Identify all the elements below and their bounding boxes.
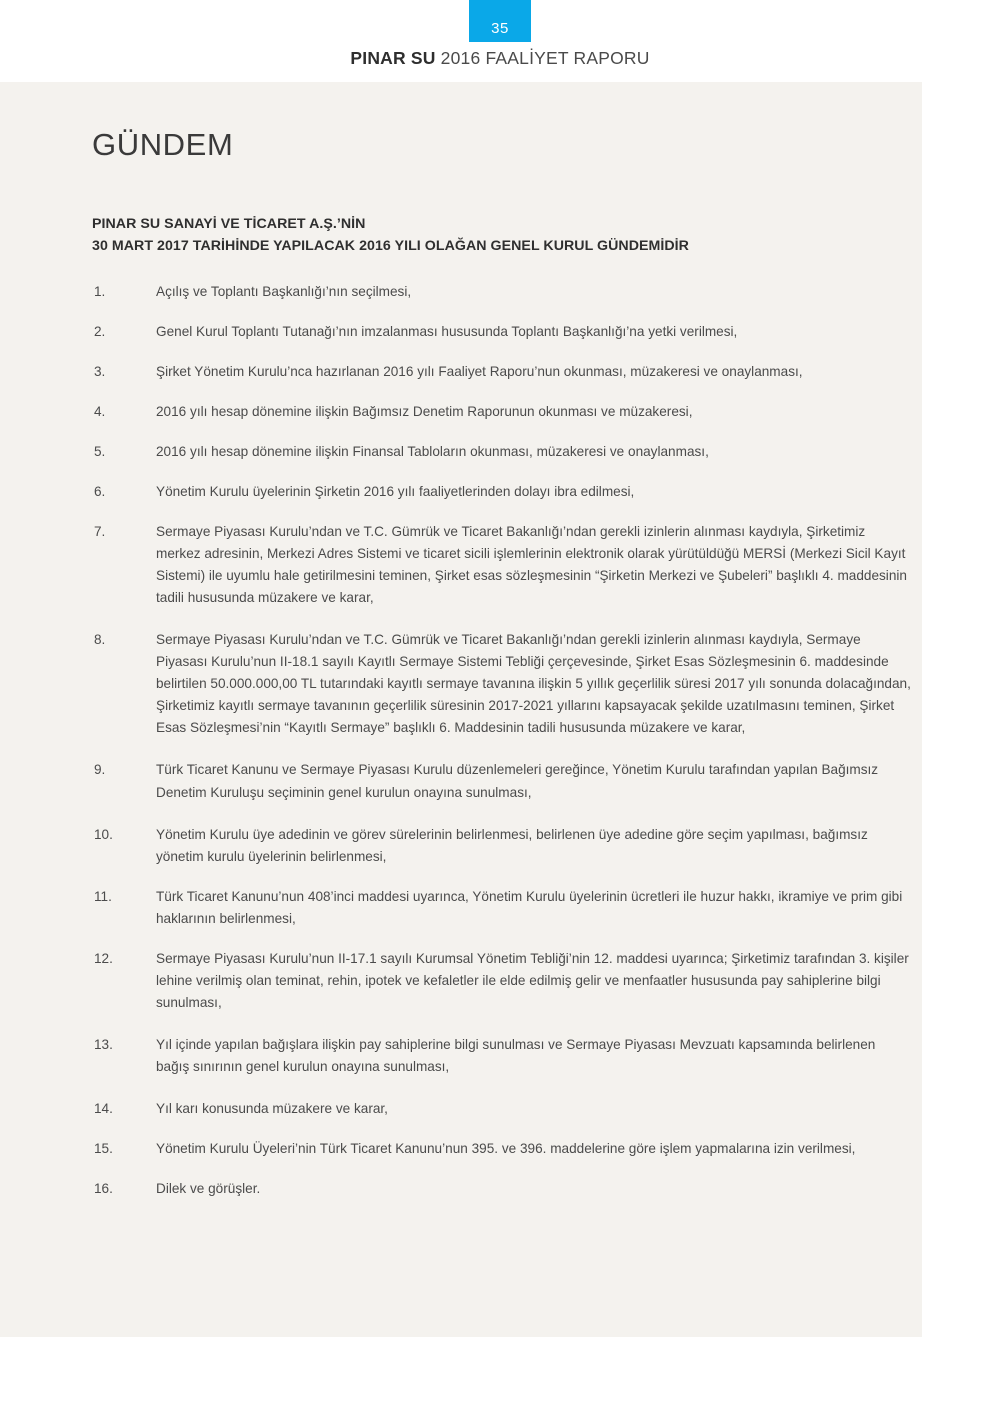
agenda-item bbox=[92, 361, 912, 383]
agenda-item bbox=[92, 1034, 912, 1078]
agenda-item bbox=[92, 1138, 912, 1160]
agenda-item-number: 5. bbox=[94, 444, 106, 460]
agenda-item bbox=[92, 629, 912, 739]
agenda-item-number: 12. bbox=[94, 950, 113, 966]
agenda-item-number: 7. bbox=[94, 524, 106, 540]
agenda-item-text: 2016 yılı hesap dönemine ilişkin Bağımsız Denetim Raporunun okunması ve müzakeresi, bbox=[156, 404, 693, 420]
agenda-item bbox=[92, 948, 912, 1014]
agenda-item-number: 8. bbox=[94, 632, 106, 648]
agenda-item-text: Sermaye Piyasası Kurulu’ndan ve T.C. Gümrük ve Ticaret Bakanlığı’ndan gerekli izinlerin alınması kaydıyla, Şirketimiz merkez adresinin, Merkezi Adres Sistemi ve ticaret sicili işlemlerinin elektronik olarak yürütüldüğü MERSİ (Merkezi Sicil Kayıt Sistemi) ile uyumlu hale getirilmesini teminen, Şirket esas sözleşmesinin “Şirketin Merkezi ve Şubeleri” başlıklı 4. maddesinin tadili hususunda müzakere ve karar, bbox=[156, 524, 907, 606]
agenda-subtitle-line-1: PINAR SU SANAYİ VE TİCARET A.Ş.’NİN bbox=[92, 216, 366, 233]
agenda-item-text: Sermaye Piyasası Kurulu’ndan ve T.C. Gümrük ve Ticaret Bakanlığı’ndan gerekli izinlerin alınması kaydıyla, Sermaye Piyasası Kurulu’nun II-18.1 sayılı Kayıtlı Sermaye Sistemi Tebliği çerçevesinde, Şirket Esas Sözleşmesinin 6. maddesinde belirtilen 50.000.000,00 TL tutarındaki kayıtlı sermaye tavanına ilişkin 5 yıllık geçerlilik süresi 2017 yılı sonunda dolacağından, Şirketimiz kayıtlı sermaye tavanının geçerlilik süresinin 2017-2021 yıllarını kapsayacak şekilde uzatılmasını teminen, Şirket Esas Sözleşmesi’nin “Kayıtlı Sermaye” başlıklı 6. Maddesinin tadili hususunda müzakere ve karar, bbox=[156, 632, 911, 736]
agenda-item-number: 6. bbox=[94, 484, 106, 500]
agenda-item-number: 13. bbox=[94, 1036, 113, 1052]
page-number-badge: 35 bbox=[469, 0, 531, 42]
agenda-item-text: Yıl içinde yapılan bağışlara ilişkin pay sahiplerine bilgi sunulması ve Sermaye Piyasası Mevzuatı kapsamında belirlenen bağış sınırının genel kurulun onayına sunulması, bbox=[156, 1036, 876, 1074]
agenda-item-number: 16. bbox=[94, 1180, 113, 1196]
agenda-item-text: Türk Ticaret Kanunu ve Sermaye Piyasası Kurulu düzenlemeleri gereğince, Yönetim Kurulu tarafından yapılan Bağımsız Denetim Kuruluşu seçiminin genel kurulun onayına sunulması, bbox=[156, 762, 879, 800]
agenda-item bbox=[92, 441, 912, 463]
agenda-item-number: 9. bbox=[94, 762, 106, 778]
agenda-item-text: Yönetim Kurulu üye adedinin ve görev sürelerinin belirlenmesi, belirlenen üye adedine göre seçim yapılması, bağımsız yönetim kurulu üyelerinin belirlenmesi, bbox=[156, 826, 868, 864]
running-header bbox=[0, 48, 1000, 69]
agenda-item-number: 14. bbox=[94, 1100, 113, 1116]
agenda-item-text: Yönetim Kurulu Üyeleri’nin Türk Ticaret Kanunu’nun 395. ve 396. maddelerine göre işlem yapmalarına izin verilmesi, bbox=[156, 1140, 856, 1156]
agenda-item-number: 15. bbox=[94, 1140, 113, 1156]
agenda-item-number: 2. bbox=[94, 324, 106, 340]
agenda-item-number: 10. bbox=[94, 826, 113, 842]
agenda-item-text: Açılış ve Toplantı Başkanlığı’nın seçilmesi, bbox=[156, 284, 412, 300]
page-title: GÜNDEM bbox=[92, 127, 234, 162]
agenda-subtitle bbox=[92, 214, 912, 257]
document-content bbox=[92, 128, 912, 1218]
agenda-item-text: Yönetim Kurulu üyelerinin Şirketin 2016 yılı faaliyetlerinden dolayı ibra edilmesi, bbox=[156, 484, 635, 500]
agenda-item-text: Şirket Yönetim Kurulu’nca hazırlanan 2016 yılı Faaliyet Raporu’nun okunması, müzakeresi ve onaylanması, bbox=[156, 364, 803, 380]
agenda-item bbox=[92, 824, 912, 868]
agenda-item-text: Dilek ve görüşler. bbox=[156, 1180, 261, 1196]
agenda-item-text: Türk Ticaret Kanunu’nun 408’inci maddesi uyarınca, Yönetim Kurulu üyelerinin ücretleri ile huzur hakkı, ikramiye ve prim gibi haklarının belirlenmesi, bbox=[156, 888, 903, 926]
agenda-item-number: 3. bbox=[94, 364, 106, 380]
agenda-list bbox=[92, 281, 912, 1199]
agenda-item-number: 1. bbox=[94, 284, 106, 300]
agenda-item-number: 4. bbox=[94, 404, 106, 420]
agenda-item bbox=[92, 481, 912, 503]
agenda-item-text: Sermaye Piyasası Kurulu’nun II-17.1 sayılı Kurumsal Yönetim Tebliği’nin 12. maddesi uyarınca; Şirketimiz tarafından 3. kişiler lehine verilmiş olan teminat, rehin, ipotek ve kefaletler ile elde edilmiş gelir ve menfaatler hususunda pay sahiplerine bilgi sunulması, bbox=[156, 950, 909, 1010]
agenda-item-text: Yıl karı konusunda müzakere ve karar, bbox=[156, 1100, 388, 1116]
agenda-subtitle-line-2: 30 MART 2017 TARİHİNDE YAPILACAK 2016 YILI OLAĞAN GENEL KURUL GÜNDEMİDİR bbox=[92, 237, 689, 254]
agenda-item bbox=[92, 321, 912, 343]
agenda-item bbox=[92, 1178, 912, 1200]
agenda-item-number: 11. bbox=[94, 888, 112, 904]
agenda-item bbox=[92, 886, 912, 930]
agenda-item bbox=[92, 401, 912, 423]
report-name: 2016 FAALİYET RAPORU bbox=[435, 48, 650, 68]
agenda-item bbox=[92, 281, 912, 303]
page-header bbox=[0, 0, 1000, 82]
agenda-item-text: Genel Kurul Toplantı Tutanağı’nın imzalanması hususunda Toplantı Başkanlığı’na yetki verilmesi, bbox=[156, 324, 738, 340]
agenda-item bbox=[92, 521, 912, 609]
agenda-item bbox=[92, 759, 912, 803]
brand-name: PINAR SU bbox=[350, 48, 436, 68]
agenda-item-text: 2016 yılı hesap dönemine ilişkin Finansal Tabloların okunması, müzakeresi ve onaylanması, bbox=[156, 444, 709, 460]
agenda-item bbox=[92, 1098, 912, 1120]
